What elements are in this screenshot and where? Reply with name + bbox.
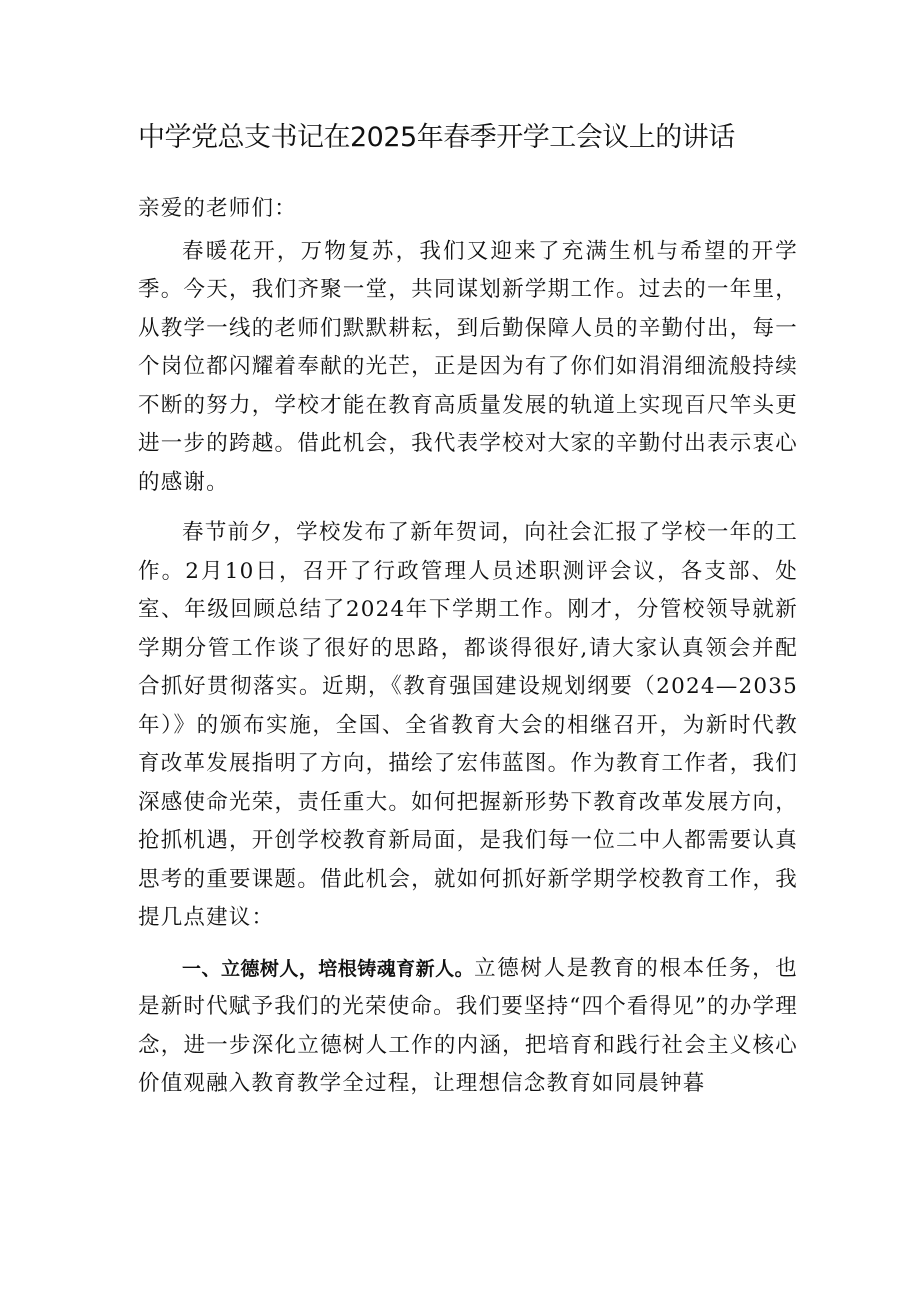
paragraph-3 [138,950,798,1104]
paragraph-spacer [138,938,798,950]
paragraph-1: 春暖花开，万物复苏，我们又迎来了充满生机与希望的开学季。今天，我们齐聚一堂，共同谋划新学期工作。过去的一年里，从教学一线的老师们默默耕耘，到后勤保障人员的辛勤付出，每一个岗位都闪耀着奉献的光芒，正是因为有了你们如涓涓细流般持续不断的努力，学校才能在教育高质量发展的轨道上实现百尺竿头更进一步的跨越。借此机会，我代表学校对大家的辛勤付出表示衷心的感谢。 [138,238,798,495]
paragraph-2: 春节前夕，学校发布了新年贺词，向社会汇报了学校一年的工作。2月10日，召开了行政管理人员述职测评会议，各支部、处室、年级回顾总结了2024年下学期工作。刚才，分管校领导就新学期分管工作谈了很好的思路，都谈得很好,请大家认真领会并配合抓好贯彻落实。近期，《教育强国建设规划纲要（2024—2035年）》的颁布实施，全国、全省教育大会的相继召开，为新时代教育改革发展指明了方向，描绘了宏伟蓝图。作为教育工作者，我们深感使命光荣，责任重大。如何把握新形势下教育改革发展方向，抢抓机遇，开创学校教育新局面，是我们每一位二中人都需要认真思考的重要课题。借此机会，就如何抓好新学期学校教育工作，我提几点建议： [138,520,798,930]
greeting-line: 亲爱的老师们： [138,196,297,221]
paragraph-3-text: 立德树人是教育的根本任务，也是新时代赋予我们的光荣使命。我们要坚持“四个看得见”的办学理念，进一步深化立德树人工作的内涵，把培育和践行社会主义核心价值观融入教育教学全过程，让理想信念教育如同晨钟暮 [138,955,798,1096]
document-title: 中学党总支书记在2025年春季开学工会议上的讲话 [138,122,735,153]
paragraph-spacer [138,502,798,514]
section-heading: 一、立德树人，培根铸魂育新人。 [182,957,475,980]
document-body [138,190,798,1104]
